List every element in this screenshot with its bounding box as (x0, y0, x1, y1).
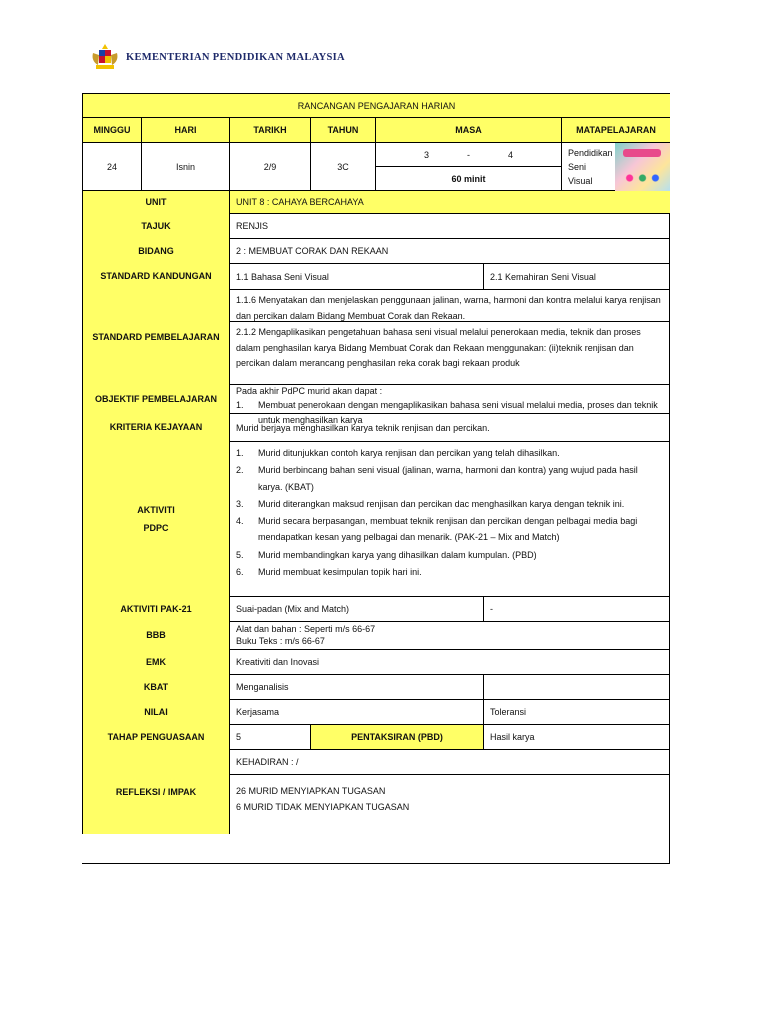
label-emk: EMK (82, 649, 229, 674)
aktiviti-item-number: 2. (236, 465, 244, 476)
value-nilai-1: Kerjasama (229, 699, 483, 724)
value-kbat-2 (483, 674, 670, 699)
masa-from: 3 (423, 149, 429, 160)
aktiviti-item-text: Murid membandingkan karya yang dihasilkan dalam kumpulan. (PBD) (258, 549, 537, 560)
aktiviti-item (236, 496, 664, 512)
value-aktiviti (229, 441, 670, 596)
header-tahun: TAHUN (310, 117, 375, 142)
value-sk-1: 1.1 Bahasa Seni Visual (229, 263, 483, 289)
aktiviti-item (236, 547, 664, 563)
value-tajuk: RENJIS (229, 213, 670, 238)
masa-to: 4 (508, 149, 514, 160)
label-aktiviti-1: AKTIVITI (137, 504, 175, 515)
objektif-item-number: 1. (236, 400, 244, 410)
header-tarikh: TARIKH (229, 117, 310, 142)
bbb-line-1: Alat dan bahan : Seperti m/s 66-67 (236, 624, 376, 634)
header-masa: MASA (375, 117, 561, 142)
label-standard-kandungan: STANDARD KANDUNGAN (82, 263, 229, 289)
aktiviti-item (236, 462, 664, 495)
value-bbb (229, 621, 670, 649)
objektif-item-text: Membuat penerokaan dengan mengaplikasikan bahasa seni visual melalui media, proses dan teknik untuk menghasilkan karya (258, 400, 658, 425)
label-objektif: OBJEKTIF PEMBELAJARAN (82, 384, 229, 413)
label-kriteria: KRITERIA KEJAYAAN (82, 413, 229, 441)
label-kbat: KBAT (82, 674, 229, 699)
label-refleksi: REFLEKSI / IMPAK (82, 749, 229, 834)
value-pak21-2: - (483, 596, 670, 621)
header-minggu: MINGGU (82, 117, 141, 142)
refleksi-line-2: 6 MURID TIDAK MENYIAPKAN TUGASAN (236, 802, 410, 812)
aktiviti-item (236, 564, 664, 580)
textbook-cover-image (615, 143, 670, 191)
aktiviti-item-text: Murid ditunjukkan contoh karya renjisan dan percikan yang telah dihasilkan. (258, 448, 560, 458)
aktiviti-item (236, 445, 664, 461)
lesson-plan-table (82, 93, 670, 864)
value-kbat: Menganalisis (229, 674, 483, 699)
label-aktiviti (82, 441, 229, 596)
value-kehadiran: KEHADIRAN : / (229, 749, 670, 774)
value-sp-2: 2.1.2 Mengaplikasikan pengetahuan bahasa seni visual melalui penerokaan media, teknik dan proses dalam penghasilan karya Bidang Membuat Corak dan Rekaan menggunakan: (ii)teknik renjisan dan percikan dalam merancang penghasilan reka corak bagi rekaan produk (229, 321, 670, 384)
value-tarikh: 2/9 (229, 142, 310, 190)
aktiviti-item-text: Murid berbincang bahan seni visual (jalinan, warna, harmoni dan kontra) yang wujud pada hasil karya. (KBAT) (258, 465, 638, 492)
value-minggu: 24 (82, 142, 141, 190)
value-emk: Kreativiti dan Inovasi (229, 649, 670, 674)
malaysia-coat-of-arms-icon (90, 43, 120, 71)
header-hari: HARI (141, 117, 229, 142)
aktiviti-item-text: Murid secara berpasangan, membuat teknik renjisan dan percikan dengan pelbagai media bagi mendapatkan kesan yang pelbagai dan menarik. (PAK-21 – Mix and Match) (258, 516, 638, 543)
table-title: RANCANGAN PENGAJARAN HARIAN (82, 93, 670, 117)
aktiviti-item-number: 4. (236, 516, 244, 527)
aktiviti-item-number: 3. (236, 498, 244, 509)
value-tahun: 3C (310, 142, 375, 190)
label-aktiviti-2: PDPC (143, 522, 169, 533)
objektif-intro: Pada akhir PdPC murid akan dapat : (236, 386, 383, 396)
value-sp-1: 1.1.6 Menyatakan dan menjelaskan penggunaan jalinan, warna, harmoni dan kontra melalui karya renjisan dan percikan dalam Bidang Membuat Corak dan Rekaan. (229, 289, 670, 321)
bbb-line-2: Buku Teks : m/s 66-67 (236, 636, 325, 646)
value-nilai-2: Toleransi (483, 699, 670, 724)
label-nilai: NILAI (82, 699, 229, 724)
aktiviti-item-number: 5. (236, 549, 244, 560)
value-tahap-penguasaan: 5 (229, 724, 310, 749)
label-bbb: BBB (82, 621, 229, 649)
value-objektif (229, 384, 670, 425)
ministry-name: KEMENTERIAN PENDIDIKAN MALAYSIA (126, 51, 345, 63)
value-pbd: Hasil karya (483, 724, 670, 749)
label-tahap-penguasaan: TAHAP PENGUASAAN (82, 724, 229, 749)
aktiviti-list (236, 445, 664, 580)
aktiviti-item-text: Murid diterangkan maksud renjisan dan percikan dac menghasilkan karya dengan teknik ini. (258, 498, 625, 509)
label-pbd: PENTAKSIRAN (PBD) (310, 724, 483, 749)
value-kriteria: Murid berjaya menghasilkan karya teknik renjisan dan percikan. (229, 413, 670, 441)
header-matapelajaran: MATAPELAJARAN (561, 117, 670, 142)
value-bidang: 2 : MEMBUAT CORAK DAN REKAAN (229, 238, 670, 263)
masa-duration: 60 minit (451, 173, 486, 184)
value-hari: Isnin (141, 142, 229, 190)
value-refleksi (229, 774, 670, 834)
aktiviti-item-number: 6. (236, 567, 244, 578)
label-unit: UNIT (82, 190, 229, 213)
value-sk-2: 2.1 Kemahiran Seni Visual (483, 263, 670, 289)
value-unit: UNIT 8 : CAHAYA BERCAHAYA (229, 190, 670, 213)
label-pak21: AKTIVITI PAK-21 (82, 596, 229, 621)
aktiviti-item-text: Murid membuat kesimpulan topik hari ini. (258, 567, 422, 578)
masa-separator: - (467, 149, 470, 160)
ministry-header (90, 42, 345, 72)
value-pak21-1: Suai-padan (Mix and Match) (229, 596, 483, 621)
value-masa (375, 142, 561, 190)
aktiviti-item (236, 513, 664, 546)
label-standard-pembelajaran: STANDARD PEMBELAJARAN (82, 289, 229, 384)
label-bidang: BIDANG (82, 238, 229, 263)
subject-name: Pendidikan Seni Visual (568, 147, 613, 186)
refleksi-line-1: 26 MURID MENYIAPKAN TUGASAN (236, 786, 386, 796)
label-tajuk: TAJUK (82, 213, 229, 238)
value-matapelajaran (561, 142, 670, 190)
aktiviti-item-number: 1. (236, 448, 244, 458)
